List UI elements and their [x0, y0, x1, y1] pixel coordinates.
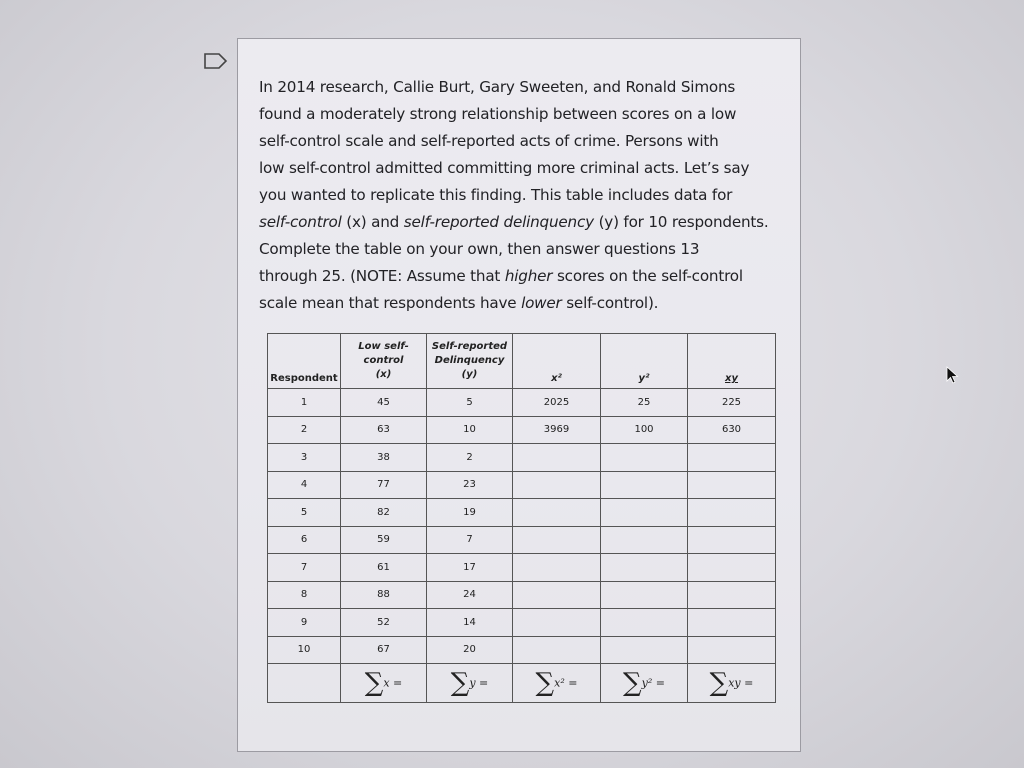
intro-line: through 25. (NOTE: Assume that higher scores on the self-control [259, 267, 743, 285]
table-row [268, 636, 776, 664]
y-cell: 7 [427, 526, 513, 554]
sigma-icon: ∑ [623, 668, 642, 698]
y-cell: 19 [427, 499, 513, 527]
italic-term: self-control [259, 213, 342, 231]
sum-x-cell[interactable] [341, 664, 427, 703]
sum-y-cell[interactable] [427, 664, 513, 703]
italic-term: higher [504, 267, 553, 285]
respondent-cell: 5 [268, 499, 341, 527]
sum-x2-cell[interactable] [513, 664, 601, 703]
x2-cell[interactable] [513, 581, 601, 609]
y-cell: 20 [427, 636, 513, 664]
respondent-cell: 9 [268, 609, 341, 637]
sum-row [268, 664, 776, 703]
x2-cell[interactable] [513, 636, 601, 664]
table-row [268, 526, 776, 554]
x-cell: 45 [341, 389, 427, 417]
respondent-cell: 2 [268, 416, 341, 444]
table-row [268, 499, 776, 527]
y2-cell[interactable] [601, 526, 688, 554]
intro-line: low self-control admitted committing more criminal acts. Let’s say [259, 159, 750, 177]
sum-xy-label: xy = [728, 676, 754, 690]
y-cell: 17 [427, 554, 513, 582]
y-cell: 23 [427, 471, 513, 499]
xy-cell[interactable]: 630 [688, 416, 776, 444]
x-cell: 61 [341, 554, 427, 582]
xy-cell[interactable] [688, 636, 776, 664]
mouse-cursor-icon [946, 366, 960, 384]
respondent-cell: 6 [268, 526, 341, 554]
xy-cell[interactable] [688, 581, 776, 609]
intro-line: found a moderately strong relationship between scores on a low [259, 105, 737, 123]
header-x-squared: x² [513, 334, 601, 389]
x-cell: 88 [341, 581, 427, 609]
y-cell: 14 [427, 609, 513, 637]
respondent-cell: 4 [268, 471, 341, 499]
sum-y2-label: y² = [641, 676, 665, 690]
y2-cell[interactable] [601, 581, 688, 609]
x-cell: 77 [341, 471, 427, 499]
respondent-cell: 8 [268, 581, 341, 609]
italic-term: lower [521, 294, 562, 312]
header-row [268, 334, 776, 389]
sum-x2-label: x² = [554, 676, 578, 690]
intro-line: you wanted to replicate this finding. This table includes data for [259, 186, 733, 204]
intro-paragraph [259, 74, 789, 317]
header-respondent: Respondent [268, 334, 341, 389]
x2-cell[interactable] [513, 554, 601, 582]
x2-cell[interactable] [513, 471, 601, 499]
y2-cell[interactable]: 25 [601, 389, 688, 417]
respondent-cell: 7 [268, 554, 341, 582]
table-row [268, 609, 776, 637]
intro-line: self-control scale and self-reported acts of crime. Persons with [259, 132, 719, 150]
table-row [268, 554, 776, 582]
x2-cell[interactable] [513, 499, 601, 527]
italic-term: self-reported delinquency [403, 213, 594, 231]
header-self-control: Low self- control (x) [341, 334, 427, 389]
y2-cell[interactable] [601, 444, 688, 472]
sum-x-label: x = [383, 676, 403, 690]
table-row [268, 581, 776, 609]
data-table [267, 333, 776, 703]
y2-cell[interactable] [601, 609, 688, 637]
x-cell: 67 [341, 636, 427, 664]
sum-y2-cell[interactable] [601, 664, 688, 703]
xy-cell[interactable] [688, 444, 776, 472]
sum-empty-cell [268, 664, 341, 703]
x2-cell[interactable] [513, 609, 601, 637]
y-cell: 5 [427, 389, 513, 417]
table-row [268, 389, 776, 417]
respondent-cell: 10 [268, 636, 341, 664]
x-cell: 52 [341, 609, 427, 637]
y-cell: 10 [427, 416, 513, 444]
respondent-cell: 1 [268, 389, 341, 417]
x-cell: 82 [341, 499, 427, 527]
sum-y-label: y = [469, 676, 489, 690]
sigma-icon: ∑ [450, 668, 470, 698]
y2-cell[interactable] [601, 471, 688, 499]
y-cell: 24 [427, 581, 513, 609]
xy-cell[interactable] [688, 499, 776, 527]
intro-line: self-control (x) and self-reported delinquency (y) for 10 respondents. [259, 213, 769, 231]
y2-cell[interactable]: 100 [601, 416, 688, 444]
y2-cell[interactable] [601, 636, 688, 664]
sigma-icon: ∑ [535, 668, 555, 698]
sigma-icon: ∑ [709, 668, 729, 698]
x-cell: 63 [341, 416, 427, 444]
intro-line: In 2014 research, Callie Burt, Gary Sweeten, and Ronald Simons [259, 78, 736, 96]
y2-cell[interactable] [601, 499, 688, 527]
xy-cell[interactable] [688, 554, 776, 582]
table-row [268, 471, 776, 499]
xy-cell[interactable] [688, 609, 776, 637]
intro-line: Complete the table on your own, then answer questions 13 [259, 240, 700, 258]
header-delinquency: Self-reported Delinquency (y) [427, 334, 513, 389]
xy-cell[interactable] [688, 471, 776, 499]
xy-cell[interactable]: 225 [688, 389, 776, 417]
x2-cell[interactable]: 2025 [513, 389, 601, 417]
table-row [268, 444, 776, 472]
header-xy: xy [688, 334, 776, 389]
header-y-squared: y² [601, 334, 688, 389]
sigma-icon: ∑ [364, 668, 384, 698]
x2-cell[interactable]: 3969 [513, 416, 601, 444]
respondent-cell: 3 [268, 444, 341, 472]
table-row [268, 416, 776, 444]
x-cell: 59 [341, 526, 427, 554]
page-corner-icon [203, 52, 229, 70]
x-cell: 38 [341, 444, 427, 472]
xy-cell[interactable] [688, 526, 776, 554]
y2-cell[interactable] [601, 554, 688, 582]
sum-xy-cell[interactable] [688, 664, 776, 703]
x2-cell[interactable] [513, 526, 601, 554]
x2-cell[interactable] [513, 444, 601, 472]
y-cell: 2 [427, 444, 513, 472]
intro-line: scale mean that respondents have lower self-control). [259, 294, 659, 312]
